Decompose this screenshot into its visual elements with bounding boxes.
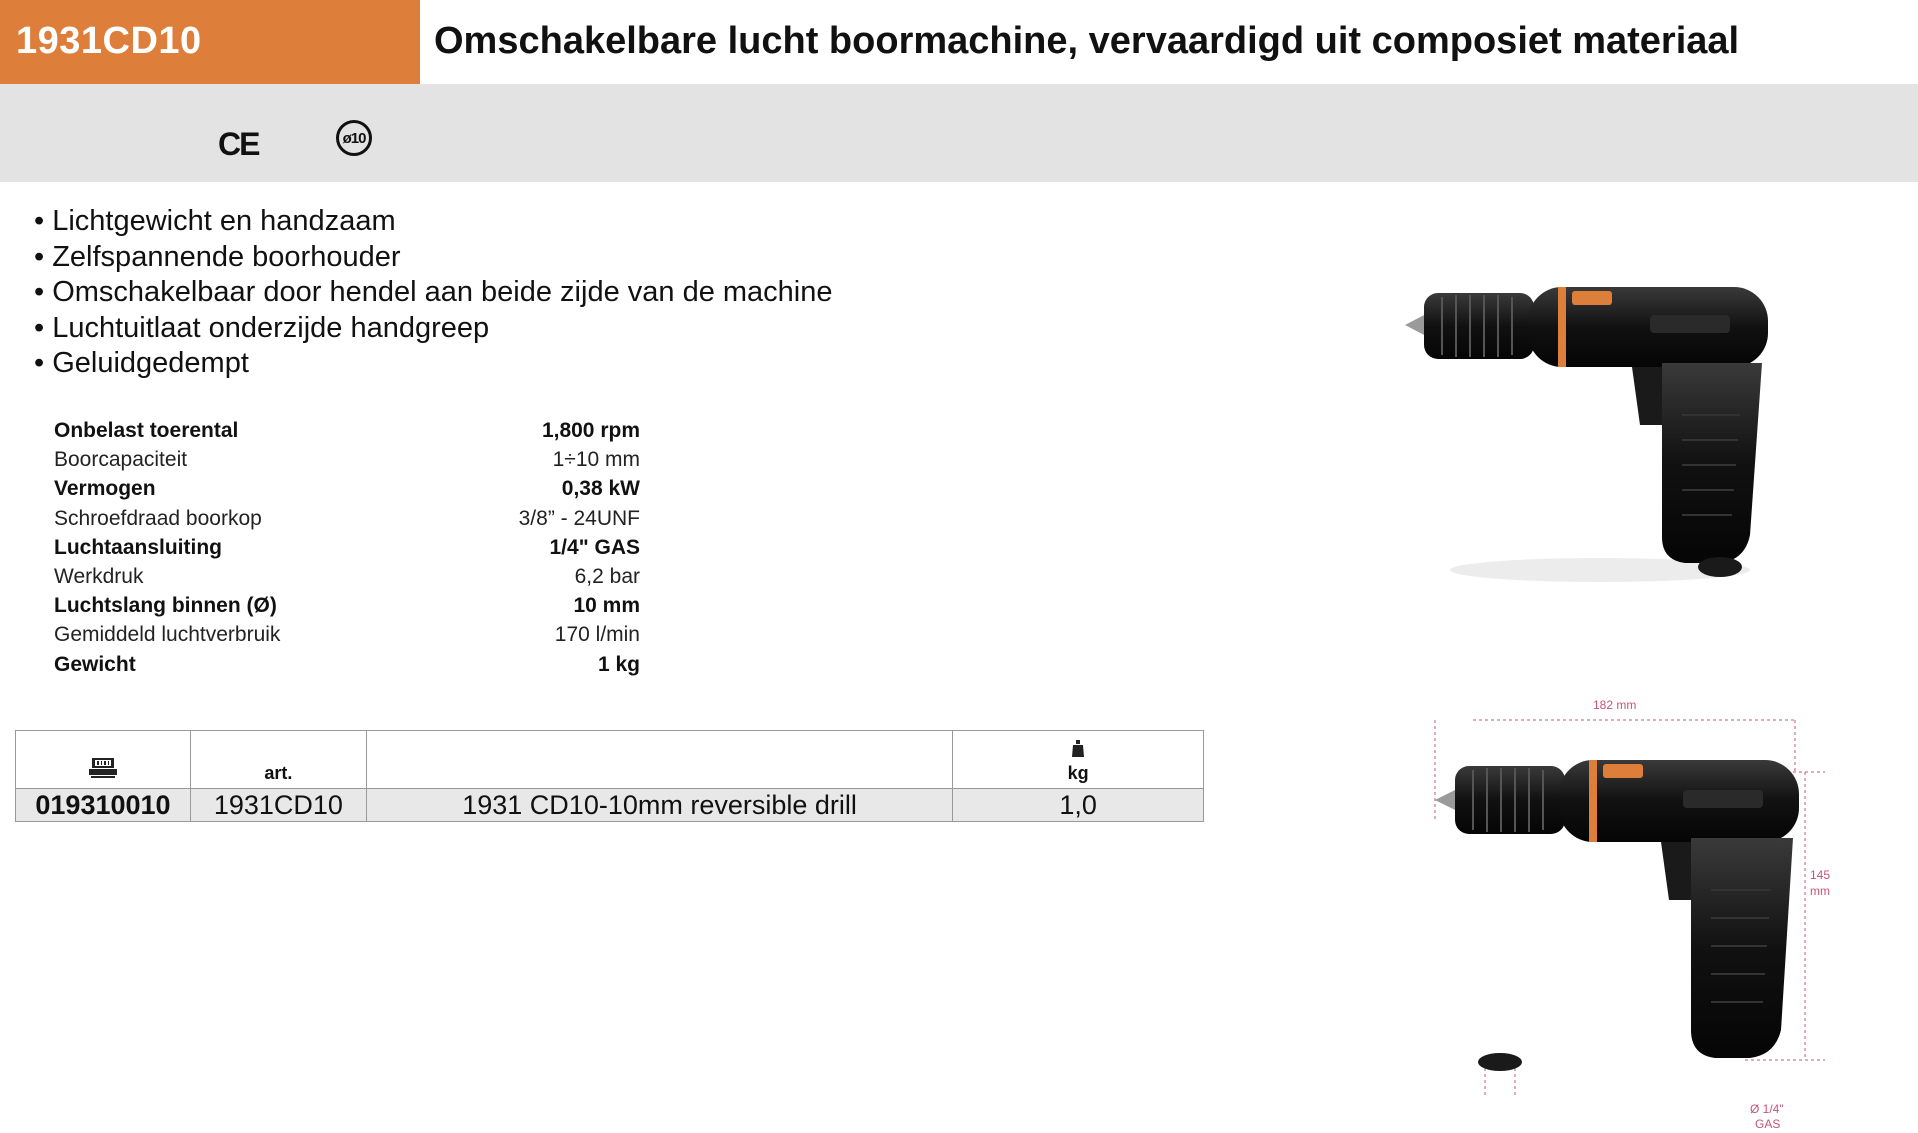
spec-row [54,620,640,649]
weight-unit: kg [1067,763,1089,783]
spec-label: Gemiddeld luchtverbruik [54,623,281,647]
feature-item: • Luchtuitlaat onderzijde handgreep [34,311,833,347]
product-code-box [0,0,420,84]
spec-value: 1 kg [597,652,640,676]
spec-label: Vermogen [54,477,156,501]
article-table-header [16,731,1204,789]
article-name-cell: 1931CD10 [190,789,366,822]
spec-value: 1,800 rpm [541,419,640,442]
spec-value: 170 l/min [554,623,640,647]
spec-value: 10 mm [573,594,640,618]
spec-row [54,562,640,591]
weight-header [953,731,1204,789]
description-cell: 1931 CD10-10mm reversible drill [366,789,952,822]
article-code-cell: 019310010 [16,789,191,822]
inlet-dimension-line2: GAS [1755,1117,1781,1131]
spec-row [54,650,640,679]
article-code-header [16,731,191,789]
feature-item: • Zelfspannende boorhouder [34,240,833,276]
spec-row [54,474,640,503]
height-dimension-value: 145 [1810,868,1831,882]
description-header [366,731,952,789]
product-code: 1931CD10 [16,20,202,62]
spec-label: Boorcapaciteit [54,448,188,472]
spec-label: Onbelast toerental [54,419,239,442]
length-dimension: 182 mm [1593,698,1637,712]
inlet-dimension-line1: Ø 1/4" [1750,1102,1784,1116]
article-name-header: art. [190,731,366,789]
feature-list [34,204,833,382]
spec-value: 1/4" GAS [549,535,640,559]
certification-band [0,84,1918,182]
spec-label: Luchtslang binnen (Ø) [54,594,277,618]
spec-row [54,416,640,445]
ce-mark-icon: CE [218,126,259,162]
spec-label: Schroefdraad boorkop [54,506,262,530]
spec-value: 3/8” - 24UNF [518,506,640,530]
spec-table [54,416,640,679]
max-diameter-icon: ø10 [336,120,372,156]
spec-label: Werkdruk [54,564,144,588]
weight-icon [953,740,1203,763]
spec-row [54,591,640,620]
height-dimension-unit: mm [1810,884,1830,898]
spec-label: Luchtaansluiting [54,535,222,559]
spec-value: 0,38 kW [561,477,640,501]
table-row [16,789,1204,822]
spec-label: Gewicht [54,652,136,676]
barcode-icon [88,763,118,783]
drill-photo [1400,275,1780,600]
feature-item: • Lichtgewicht en handzaam [34,204,833,240]
weight-cell: 1,0 [953,789,1204,822]
article-table [15,730,1204,822]
spec-row [54,504,640,533]
drill-dimension-drawing [1425,698,1831,1133]
spec-value: 1÷10 mm [552,448,640,472]
feature-item: • Omschakelbaar door hendel aan beide zijde van de machine [34,275,833,311]
product-title: Omschakelbare lucht boormachine, vervaardigd uit composiet materiaal [434,20,1740,62]
spec-row [54,533,640,562]
spec-value: 6,2 bar [574,564,640,588]
spec-row [54,445,640,474]
feature-item: • Geluidgedempt [34,346,833,382]
